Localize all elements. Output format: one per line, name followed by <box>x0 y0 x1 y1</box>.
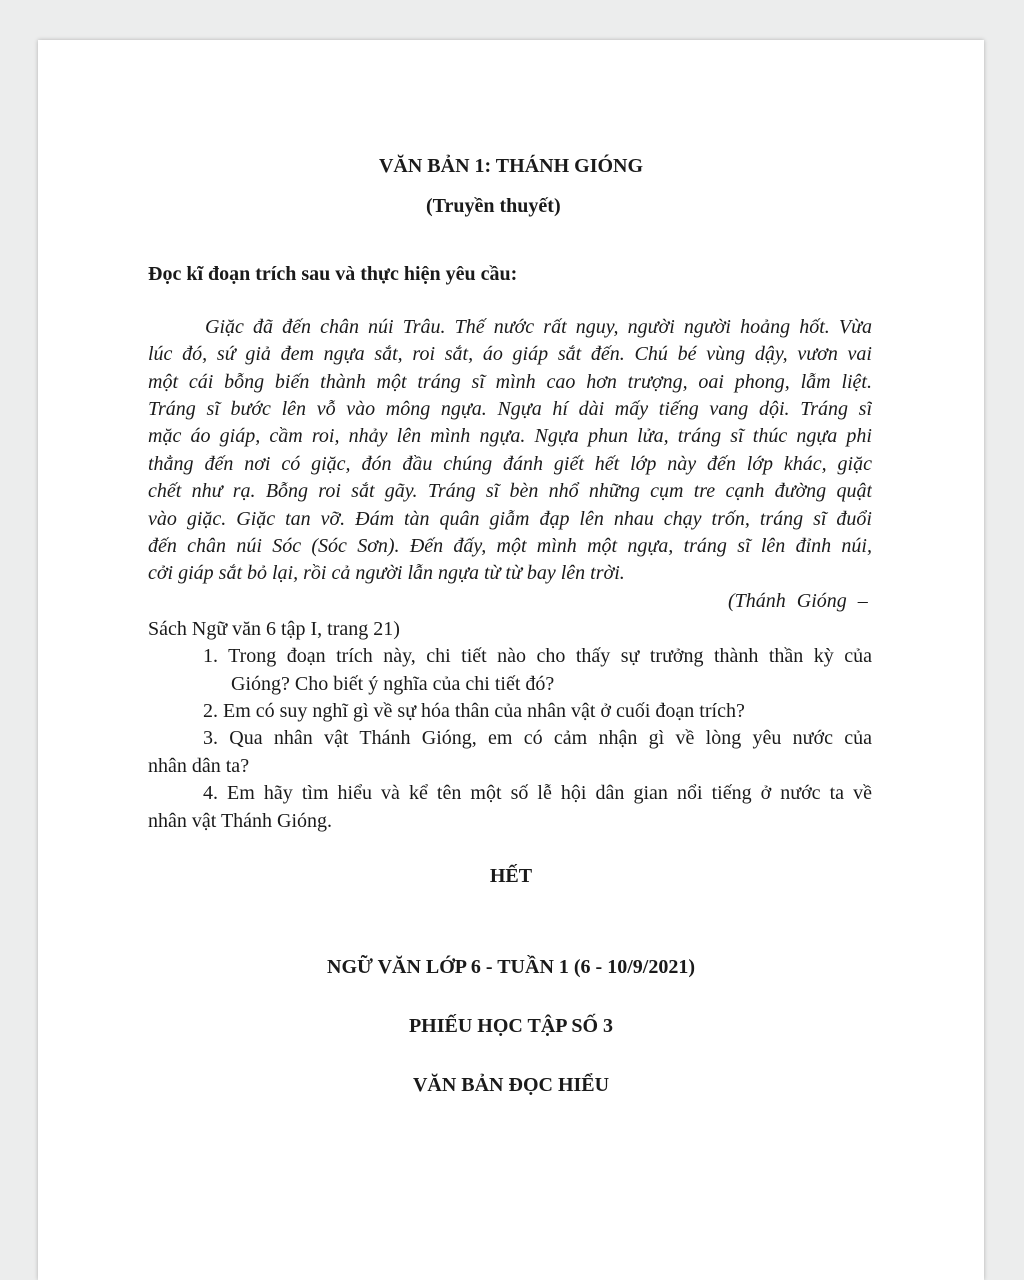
passage-line: một cái bỗng biến thành một tráng sĩ mình cao hơn trượng, oai phong, lẫm liệt. <box>148 371 872 393</box>
document-title: VĂN BẢN 1: THÁNH GIÓNG <box>378 155 644 177</box>
passage-line: Tráng sĩ bước lên vỗ vào mông ngựa. Ngựa hí dài mấy tiếng vang dội. Tráng sĩ <box>148 398 872 420</box>
question-1-cont: Gióng? Cho biết ý nghĩa của chi tiết đó? <box>231 673 555 695</box>
passage-line: Giặc đã đến chân núi Trâu. Thế nước rất nguy, người người hoảng hốt. Vừa <box>205 316 872 338</box>
worksheet-heading: PHIẾU HỌC TẬP SỐ 3 <box>408 1015 614 1037</box>
question-4-cont: nhân vật Thánh Gióng. <box>148 810 333 832</box>
passage-line: mặc áo giáp, cầm roi, nhảy lên mình ngựa. Ngựa phun lửa, tráng sĩ thúc ngựa phi <box>148 425 872 447</box>
end-mark: HẾT <box>489 865 533 887</box>
question-2: 2. Em có suy nghĩ gì về sự hóa thân của nhân vật ở cuối đoạn trích? <box>203 700 745 722</box>
passage-line: thẳng đến nơi có giặc, đón đầu chúng đánh giết hết lớp này đến lớp khác, giặc <box>148 453 872 475</box>
question-3: 3. Qua nhân vật Thánh Gióng, em có cảm nhận gì về lòng yêu nước của <box>203 727 872 749</box>
next-section-heading: NGỮ VĂN LỚP 6 - TUẦN 1 (6 - 10/9/2021) <box>327 956 695 978</box>
passage-line: lúc đó, sứ giả đem ngựa sắt, roi sắt, áo giáp sắt đến. Chú bé vùng dậy, vươn vai <box>148 343 872 365</box>
passage-line: cởi giáp sắt bỏ lại, rồi cả người lẫn ngựa từ từ bay lên trời. <box>148 562 625 584</box>
question-3-cont: nhân dân ta? <box>148 755 250 777</box>
passage-line: vào giặc. Giặc tan vỡ. Đám tàn quân giẫm đạp lên nhau chạy trốn, tráng sĩ đuổi <box>148 508 872 530</box>
genre-subtitle: (Truyền thuyết) <box>426 195 561 217</box>
instruction-text: Đọc kĩ đoạn trích sau và thực hiện yêu cầu: <box>148 263 518 285</box>
source-citation: (Thánh Gióng – <box>728 590 868 612</box>
source-citation-cont: Sách Ngữ văn 6 tập I, trang 21) <box>148 618 400 640</box>
passage-line: chết như rạ. Bỗng roi sắt gãy. Tráng sĩ bèn nhổ những cụm tre cạnh đường quật <box>148 480 872 502</box>
document-page <box>38 40 984 1280</box>
question-1: 1. Trong đoạn trích này, chi tiết nào cho thấy sự trưởng thành thần kỳ của <box>203 645 872 667</box>
passage-line: đến chân núi Sóc (Sóc Sơn). Đến đấy, một mình một ngựa, tráng sĩ lên đỉnh núi, <box>148 535 872 557</box>
question-4: 4. Em hãy tìm hiểu và kể tên một số lễ hội dân gian nổi tiếng ở nước ta về <box>203 782 872 804</box>
section-heading: VĂN BẢN ĐỌC HIỂU <box>412 1074 610 1096</box>
